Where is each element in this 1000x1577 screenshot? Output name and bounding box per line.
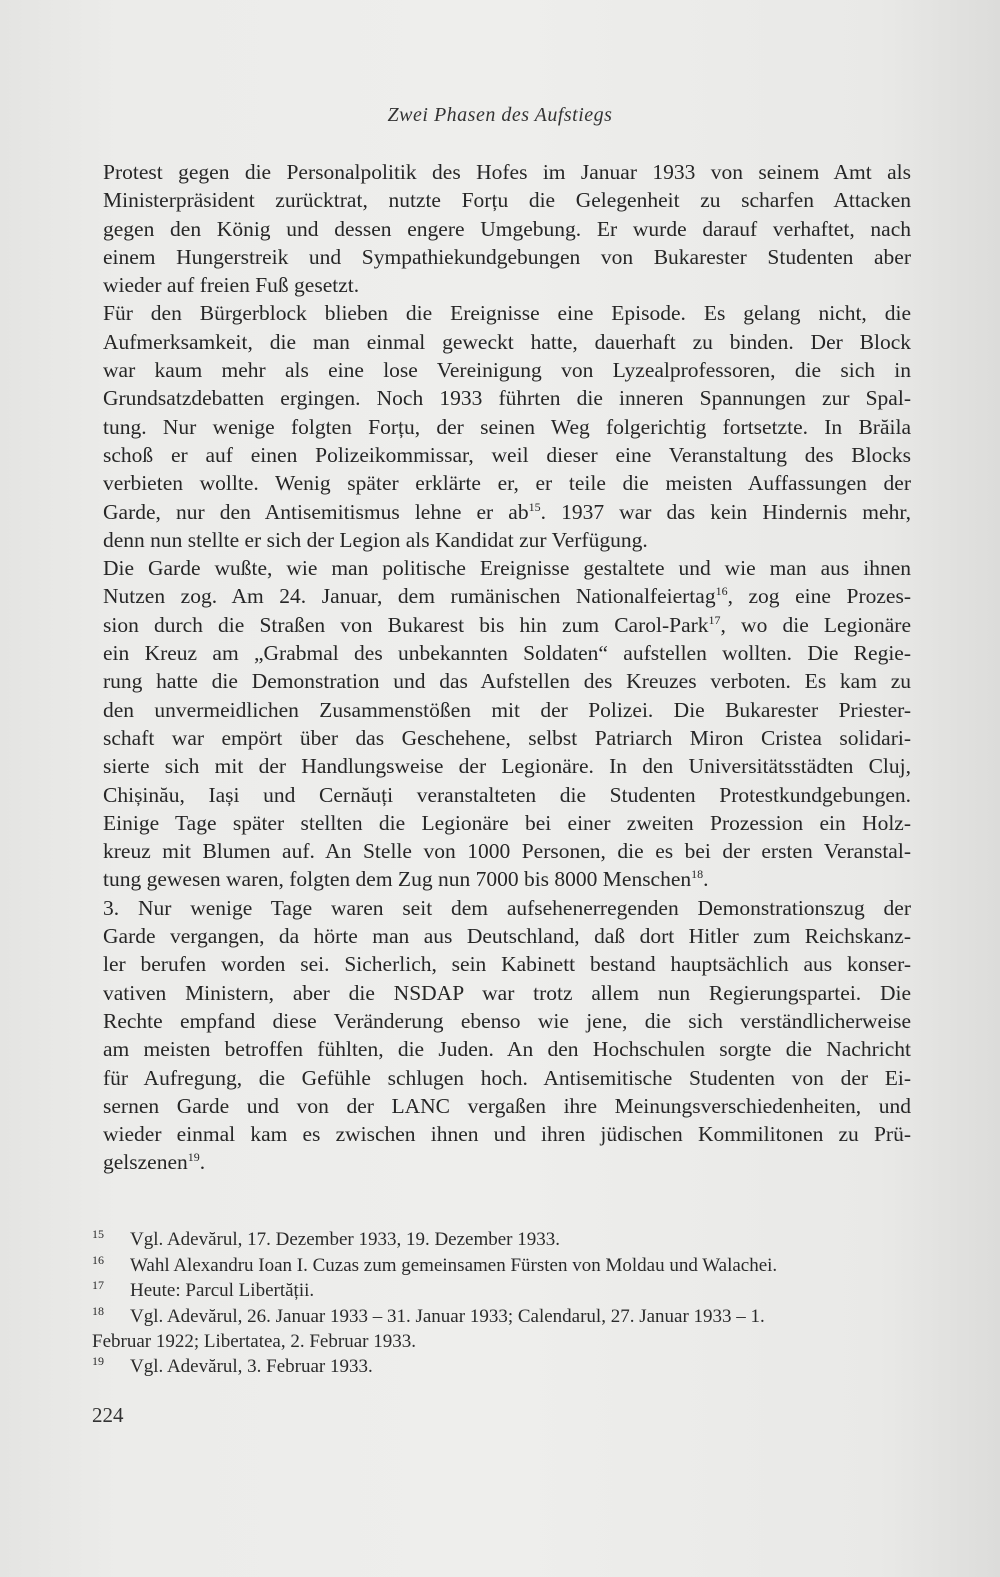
text-line: Rechte empfand diese Veränderung ebenso wie jene, die sich verständlicherweise	[103, 1008, 911, 1033]
text-line: ler berufen worden sei. Sicherlich, sein Kabinett bestand hauptsächlich aus konser-	[103, 952, 911, 977]
text-line: schaft war empört über das Geschehene, selbst Patriarch Miron Cristea solidari-	[103, 725, 911, 750]
footnote-number: 15	[92, 1227, 104, 1241]
footnote-text: Vgl. Adevărul, 3. Februar 1933.	[130, 1355, 373, 1377]
footnote	[92, 1355, 912, 1381]
page-number: 224	[92, 1403, 124, 1427]
text-line: für Aufregung, die Gefühle schlugen hoch. Antisemitische Studenten von der Ei-	[103, 1065, 911, 1090]
footnote-continuation: Februar 1922; Libertatea, 2. Februar 1933.	[92, 1331, 416, 1352]
text-segment: tung gewesen waren, folgten dem Zug nun 7000 bis 8000 Menschen	[103, 867, 692, 892]
text-line: rung hatte die Demonstration und das Aufstellen des Kreuzes verboten. Es kam zu	[103, 669, 911, 694]
footnote-text: Wahl Alexandru Ioan I. Cuzas zum gemeinsamen Fürsten von Moldau und Walachei.	[130, 1254, 778, 1276]
footnote-number: 18	[92, 1303, 104, 1318]
paragraph-1	[103, 158, 911, 299]
footnote	[92, 1254, 912, 1280]
running-head: Zwei Phasen des Aufstiegs	[387, 104, 613, 126]
footnotes	[92, 1228, 912, 1380]
text-line	[103, 611, 911, 639]
footnote-number: 19	[92, 1353, 104, 1368]
text-segment: , zog eine Prozes-	[727, 584, 911, 609]
text-line: am meisten betroffen fühlten, die Juden. An den Hochschulen sorgte die Nachricht	[103, 1037, 911, 1062]
text-segment: .	[703, 867, 709, 892]
text-line: Grundsatzdebatten ergingen. Noch 1933 führten die inneren Spannungen zur Spal-	[103, 386, 911, 411]
footnote-ref-18: 18	[691, 867, 704, 882]
text-line: ein Kreuz am „Grabmal des unbekannten Soldaten“ aufstellen wollten. Die Regie-	[103, 641, 911, 666]
text-line: gegen den König und dessen engere Umgebung. Er wurde darauf verhaftet, nach	[103, 216, 911, 241]
paragraph-4	[103, 894, 911, 1177]
footnote-number: 16	[92, 1252, 104, 1267]
text-line: schoß er auf einen Polizeikommissar, weil dieser eine Veranstaltung des Blocks	[103, 442, 911, 467]
text-line: tung. Nur wenige folgten Forțu, der seinen Weg folgerichtig fortsetzte. In Brăila	[103, 414, 911, 439]
text-line: Ministerpräsident zurücktrat, nutzte Forțu die Gelegenheit zu scharfen Attacken	[103, 188, 911, 213]
footnote	[92, 1305, 912, 1331]
text-line: Garde vergangen, da hörte man aus Deutschland, daß dort Hitler zum Reichskanz-	[103, 924, 911, 949]
body-text	[103, 158, 911, 1177]
text-segment: .	[199, 1150, 206, 1175]
text-line	[103, 582, 911, 610]
text-segment: sion durch die Straßen von Bukarest bis hin zum Carol-Park	[103, 612, 709, 637]
text-line: 3. Nur wenige Tage waren seit dem aufsehenerregenden Demonstrationszug der	[103, 895, 911, 920]
text-line: denn nun stellte er sich der Legion als Kandidat zur Verfügung.	[103, 527, 648, 552]
text-segment: Nutzen zog. Am 24. Januar, dem rumänischen Nationalfeiertag	[103, 584, 716, 609]
text-line: sierte sich mit der Handlungsweise der Legionäre. In den Universitätsstädten Cluj,	[103, 754, 911, 779]
footnote-text: Vgl. Adevărul, 26. Januar 1933 – 31. Januar 1933; Calendarul, 27. Januar 1933 – 1.	[130, 1305, 765, 1327]
footnote-ref-17: 17	[708, 612, 721, 627]
text-segment: . 1937 war das kein Hindernis mehr,	[540, 499, 911, 524]
text-line: den unvermeidlichen Zusammenstößen mit der Polizei. Die Bukarester Priester-	[103, 697, 911, 722]
text-line: Aufmerksamkeit, die man einmal geweckt hatte, dauerhaft zu binden. Der Block	[103, 329, 911, 354]
text-line: sernen Garde und von der LANC vergaßen ihre Meinungsverschiedenheiten, und	[103, 1093, 911, 1118]
footnote-ref-19: 19	[187, 1150, 200, 1165]
text-line: Protest gegen die Personalpolitik des Hofes im Januar 1933 von seinem Amt als	[103, 160, 911, 184]
footnote-text: Heute: Parcul Libertății.	[130, 1280, 315, 1301]
text-line: vativen Ministern, aber die NSDAP war trotz allem nun Regierungspartei. Die	[103, 980, 911, 1005]
footnote-ref-15: 15	[528, 499, 541, 514]
footnote-number: 17	[92, 1278, 104, 1292]
footnote-text: Vgl. Adevărul, 17. Dezember 1933, 19. Dezember 1933.	[130, 1229, 561, 1250]
footnote	[92, 1279, 912, 1305]
text-line: wieder einmal kam es zwischen ihnen und ihren jüdischen Kommilitonen zu Prü-	[103, 1122, 911, 1147]
text-line: war kaum mehr als eine lose Vereinigung von Lyzealprofessoren, die sich in	[103, 358, 911, 383]
paragraph-2	[103, 299, 911, 554]
text-line: einem Hungerstreik und Sympathiekundgebungen von Bukarester Studenten aber	[103, 244, 911, 269]
text-line	[103, 865, 911, 893]
text-line: Chișinău, Iași und Cernăuți veranstalteten die Studenten Protestkundgebungen.	[103, 782, 911, 807]
paragraph-3	[103, 554, 911, 894]
text-line: Einige Tage später stellten die Legionäre bei einer zweiten Prozession ein Holz-	[103, 810, 911, 835]
text-line: Für den Bürgerblock blieben die Ereignisse eine Episode. Es gelang nicht, die	[103, 301, 911, 326]
footnote	[92, 1228, 912, 1254]
text-line: kreuz mit Blumen auf. An Stelle von 1000 Personen, die es bei der ersten Veranstal-	[103, 839, 911, 864]
text-segment: Garde, nur den Antisemitismus lehne er ab	[103, 499, 529, 524]
text-segment: gelszenen	[103, 1150, 188, 1175]
text-line: wieder auf freien Fuß gesetzt.	[103, 273, 360, 298]
text-line	[103, 1148, 911, 1176]
text-segment: , wo die Legionäre	[720, 612, 912, 637]
footnote-ref-16: 16	[715, 584, 728, 599]
text-line: Die Garde wußte, wie man politische Ereignisse gestaltete und wie man aus ihnen	[103, 556, 911, 581]
text-line: verbieten wollte. Wenig später erklärte er, er teile die meisten Auffassungen der	[103, 471, 911, 496]
text-line	[103, 498, 911, 526]
